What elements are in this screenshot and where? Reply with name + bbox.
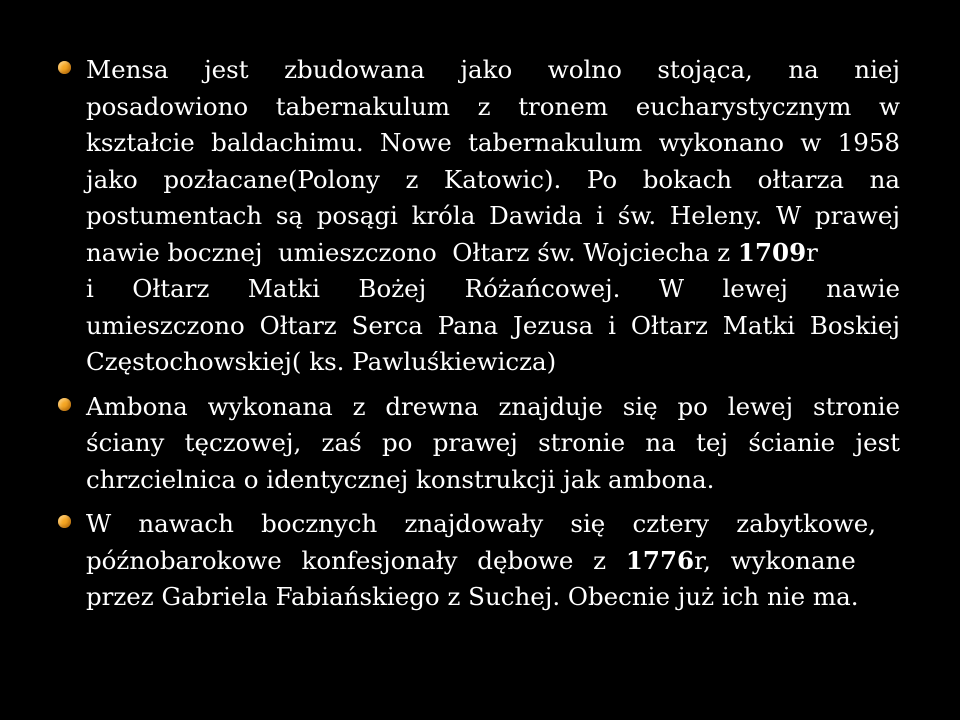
text-line: postumentach są posągi króla Dawida i św. Heleny. W prawej [86,201,900,230]
bullet-item-ambona [58,389,900,499]
text-line: W nawach bocznych znajdowały się cztery zabytkowe, [86,509,876,538]
year-suffix: r [694,545,704,575]
text-line: przez Gabriela Fabiańskiego z Suchej. Obecnie już ich nie ma. [86,582,859,611]
text-line-with-year [86,543,900,580]
text-line: i Ołtarz Matki Bożej Różańcowej. W lewej nawie [86,274,900,303]
text-line: Mensa jest zbudowana jako wolno stojąca, na niej [86,55,900,84]
text-line: posadowiono tabernakulum z tronem eucharystycznym w [86,91,900,121]
text-line: Ambona wykonana z drewna znajduje się po lewej stronie [86,391,900,421]
bullet-item-mensa [58,52,900,381]
bullet-list [58,52,900,624]
text-line: kształcie baldachimu. Nowe tabernakulum wykonano w 1958 [86,128,900,157]
text-segment: , wykonane [703,545,856,575]
text-line: umieszczono Ołtarz Serca Pana Jezusa i Ołtarz Matki Boskiej [86,310,900,340]
year-suffix: r [806,237,818,267]
text-line: Częstochowskiej( ks. Pawluśkiewicza) [86,347,557,376]
bullet-dot-icon [58,398,71,411]
bullet-dot-icon [58,61,71,74]
bullet-item-konfesjonaly [58,506,900,616]
text-line-with-year [86,235,900,272]
text-line: ściany tęczowej, zaś po prawej stronie na tej ścianie jest [86,428,900,457]
year-1776: 1776 [625,545,695,575]
text-segment: nawie bocznej umieszczono Ołtarz św. Wojciecha z [86,237,738,267]
text-segment: późnobarokowe konfesjonały dębowe z [86,545,626,575]
year-1709: 1709 [737,237,807,267]
text-line: chrzcielnica o identycznej konstrukcji jak ambona. [86,464,715,494]
text-line: jako pozłacane(Polony z Katowic). Po bokach ołtarza na [86,164,900,194]
bullet-dot-icon [58,515,71,528]
